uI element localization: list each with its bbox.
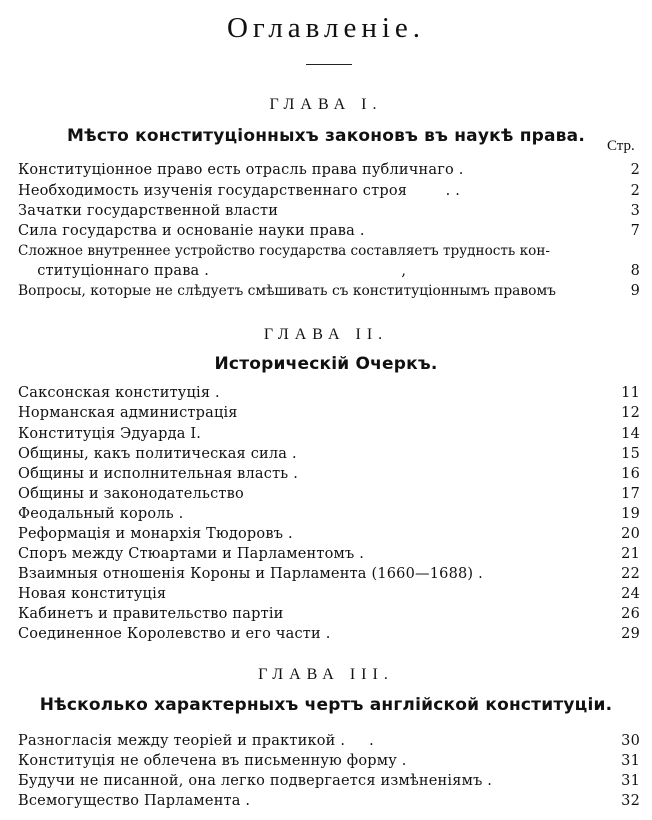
toc-entry-text: Конституціонное право есть отрасль права публичнаго . xyxy=(18,162,464,178)
toc-entry xyxy=(18,771,640,791)
toc-entry xyxy=(18,201,640,221)
toc-entry-text: Споръ между Стюартами и Парламентомъ . xyxy=(18,546,365,562)
chapter-1-label: ГЛАВА I. xyxy=(269,96,383,113)
toc-entry xyxy=(18,383,640,403)
toc-entry-page: 8 xyxy=(630,263,640,279)
toc-entry-page: 24 xyxy=(621,586,640,602)
toc-entry xyxy=(18,584,640,604)
toc-entry-text: Новая конституція xyxy=(18,586,167,602)
toc-entry-text: Реформація и монархія Тюдоровъ . xyxy=(18,526,293,542)
toc-entry-page: 15 xyxy=(621,446,640,462)
toc-entry xyxy=(18,564,640,584)
toc-entry xyxy=(18,181,640,201)
toc-entry-text: Разногласія между теоріей и практикой . . xyxy=(18,733,374,749)
toc-entry xyxy=(18,624,640,644)
toc-entry xyxy=(18,751,640,771)
toc-entry-page: 22 xyxy=(621,566,640,582)
chapter-3-heading: Нѣсколько характерныхъ чертъ англійской конституціи. xyxy=(39,695,613,715)
toc-entry-text: Вопросы, которые не слѣдуетъ смѣшивать съ конституціоннымъ правомъ xyxy=(18,283,556,299)
toc-entry xyxy=(18,464,640,484)
toc-entry-text: Общины и исполнительная власть . xyxy=(18,466,299,482)
toc-entry-page: 7 xyxy=(630,223,640,239)
toc-entry-page: 29 xyxy=(621,626,640,642)
toc-entry xyxy=(18,791,640,811)
toc-entry-text: Общины и законодательство xyxy=(18,486,244,502)
toc-entry-text: Зачатки государственной власти xyxy=(18,203,279,219)
toc-entry-text: Необходимость изученія государственнаго строя . . xyxy=(18,183,461,199)
toc-entry-text: Общины, какъ политическая сила . xyxy=(18,446,297,462)
toc-entry xyxy=(18,403,640,423)
toc-entry-text: Конституція Эдуарда I. xyxy=(18,426,202,442)
toc-entry xyxy=(18,261,640,281)
toc-entry xyxy=(18,160,640,180)
toc-entry-text: Всемогущество Парламента . xyxy=(18,793,251,809)
toc-entry-text: Сложное внутреннее устройство государства составляетъ трудность кон- xyxy=(18,243,550,259)
toc-entry-text: Норманская администрація xyxy=(18,405,238,421)
toc-entry-page: 19 xyxy=(621,506,640,522)
toc-entry xyxy=(18,484,640,504)
toc-entry xyxy=(18,221,640,241)
toc-entry xyxy=(18,504,640,524)
toc-entry-page: 14 xyxy=(621,426,640,442)
title-divider xyxy=(306,64,352,65)
toc-entry-page: 2 xyxy=(630,162,640,178)
toc-entry xyxy=(18,604,640,624)
toc-entry-page: 30 xyxy=(621,733,640,749)
toc-entry-text: Конституція не облечена въ письменную форму . xyxy=(18,753,407,769)
toc-entry-text: Будучи не писанной, она легко подвергается измѣненіямъ . xyxy=(18,773,493,789)
toc-entry-page: 20 xyxy=(621,526,640,542)
chapter-1-heading: Мѣсто конституціонныхъ законовъ въ наукѣ права. xyxy=(67,126,585,146)
toc-entry-text: ституціоннаго права . , xyxy=(18,263,407,279)
toc-entry xyxy=(18,524,640,544)
page-column-label: Стр. xyxy=(607,138,635,154)
toc-entry-text: Соединенное Королевство и его части . xyxy=(18,626,331,642)
toc-entry-page: 9 xyxy=(630,283,640,299)
toc-entry xyxy=(18,281,640,301)
toc-entry xyxy=(18,424,640,444)
toc-entry-text: Феодальный король . xyxy=(18,506,184,522)
chapter-3-label: ГЛАВА III. xyxy=(258,666,394,683)
toc-entry-page: 32 xyxy=(621,793,640,809)
toc-entry-page: 16 xyxy=(621,466,640,482)
chapter-2-label: ГЛАВА II. xyxy=(263,326,389,343)
toc-entry-page: 11 xyxy=(621,385,640,401)
toc-entry xyxy=(18,544,640,564)
page-title: Оглавленie. xyxy=(226,12,426,44)
toc-entry-page: 3 xyxy=(630,203,640,219)
toc-entry-page: 12 xyxy=(621,405,640,421)
toc-entry xyxy=(18,444,640,464)
toc-entry-page: 2 xyxy=(630,183,640,199)
toc-entry-page: 17 xyxy=(621,486,640,502)
toc-entry-text: Кабинетъ и правительство партіи xyxy=(18,606,284,622)
toc-entry xyxy=(18,241,640,261)
toc-entry-text: Сила государства и основаніе науки права . xyxy=(18,223,365,239)
chapter-2-heading: Историческій Очеркъ. xyxy=(214,354,438,374)
toc-entry-text: Взаимныя отношенія Короны и Парламента (1660—1688) . xyxy=(18,566,483,582)
toc-entry xyxy=(18,731,640,751)
toc-entry-page: 21 xyxy=(621,546,640,562)
toc-entry-page: 26 xyxy=(621,606,640,622)
toc-entry-text: Саксонская конституція . xyxy=(18,385,220,401)
toc-entry-page: 31 xyxy=(621,753,640,769)
toc-entry-page: 31 xyxy=(621,773,640,789)
